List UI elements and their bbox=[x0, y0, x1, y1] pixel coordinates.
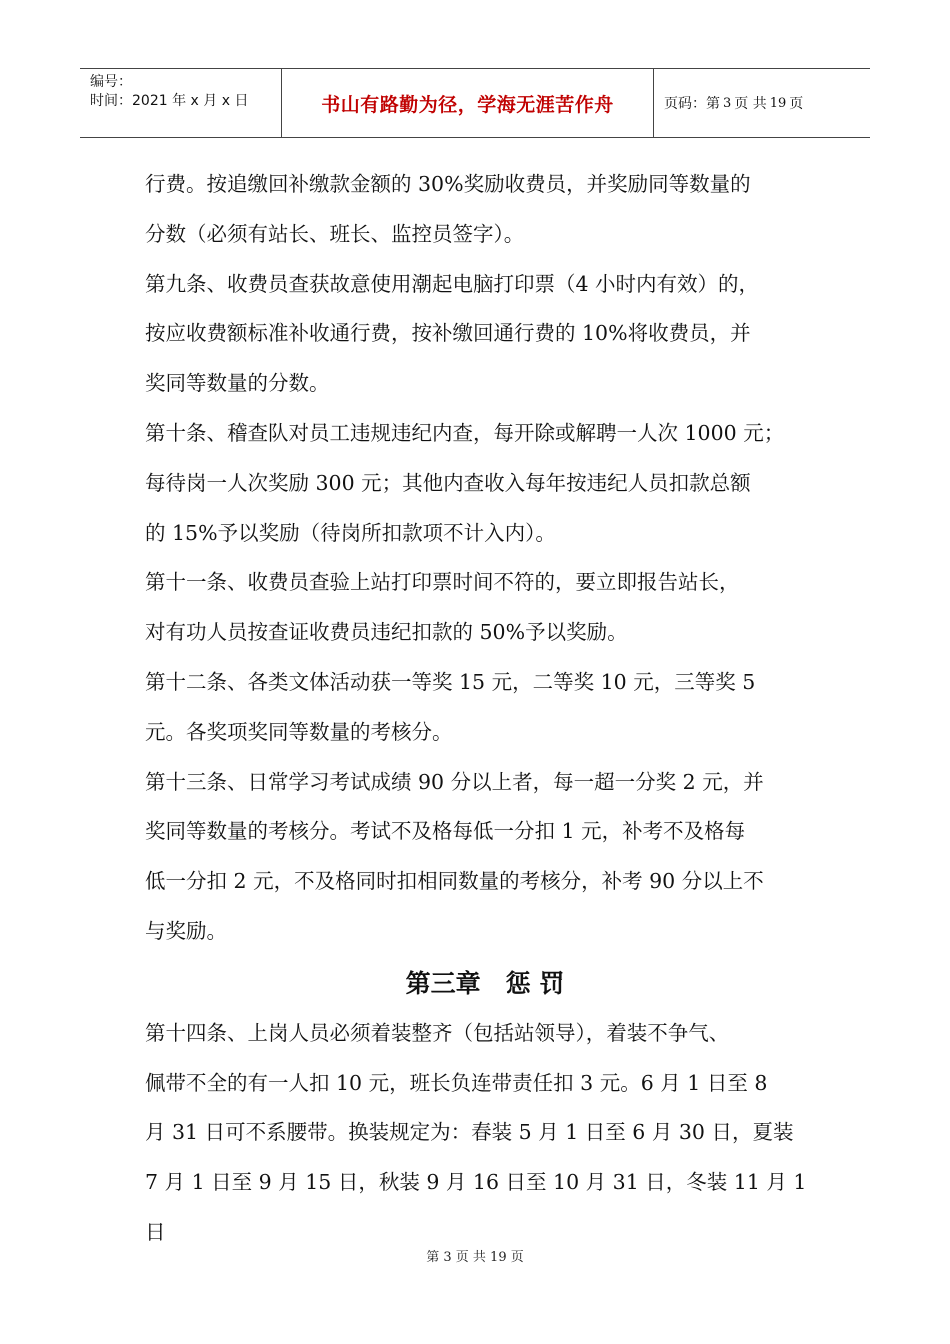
body-line: 按应收费额标准补收通行费，按补缴回通行费的 10%将收费员，并 bbox=[145, 321, 751, 346]
body-line: 奖同等数量的分数。 bbox=[145, 371, 330, 396]
body-line: 分数（必须有站长、班长、监控员签字）。 bbox=[145, 221, 525, 246]
page-prefix: 页码：第 bbox=[664, 96, 720, 112]
page-suffix: 页 bbox=[789, 96, 804, 112]
body-line: 的 15%予以奖励（待岗所扣款项不计入内）。 bbox=[145, 520, 556, 545]
document-header bbox=[80, 68, 870, 138]
serial-number-label: 编号： bbox=[90, 74, 132, 90]
body-line: 第九条、收费员查获故意使用潮起电脑打印票（4 小时内有效）的， bbox=[145, 271, 760, 296]
body-line: 7 月 1 日至 9 月 15 日，秋装 9 月 16 日至 10 月 31 日，冬装 11 月 1 日 bbox=[145, 1170, 807, 1244]
body-line: 第十条、稽查队对员工违规违纪内查，每开除或解聘一人次 1000 元； bbox=[145, 420, 785, 445]
page-footer: 第 3 页 共 19 页 bbox=[426, 1250, 524, 1265]
body-line: 第十四条、上岗人员必须着装整齐（包括站领导），着装不争气、 bbox=[145, 1020, 730, 1045]
body-line: 第十一条、收费员查验上站打印票时间不符的，要立即报告站长， bbox=[145, 570, 740, 595]
header-page-cell bbox=[654, 69, 870, 137]
motto-text: 书山有路勤为径，学海无涯苦作舟 bbox=[321, 93, 614, 116]
body-line: 月 31 日可不系腰带。换装规定为：春装 5 月 1 日至 6 月 30 日，夏装 bbox=[145, 1120, 794, 1145]
header-motto-cell bbox=[282, 69, 654, 137]
page-total: 19 bbox=[769, 95, 787, 111]
body-line: 与奖励。 bbox=[145, 918, 227, 943]
body-line: 低一分扣 2 元，不及格同时扣相同数量的考核分，补考 90 分以上不 bbox=[145, 869, 764, 894]
body-line: 元。各奖项奖同等数量的考核分。 bbox=[145, 719, 453, 744]
header-meta-cell bbox=[80, 69, 282, 137]
page-current: 3 bbox=[723, 95, 732, 111]
body-line: 第十二条、各类文体活动获一等奖 15 元，二等奖 10 元，三等奖 5 bbox=[145, 669, 756, 694]
page-mid: 页 共 bbox=[734, 96, 767, 112]
body-line: 每待岗一人次奖励 300 元；其他内查收入每年按违纪人员扣款总额 bbox=[145, 470, 751, 495]
date-label: 时间：2021 年 x 月 x 日 bbox=[90, 93, 249, 109]
body-line: 佩带不全的有一人扣 10 元，班长负连带责任扣 3 元。6 月 1 日至 8 bbox=[145, 1070, 768, 1095]
body-line: 行费。按追缴回补缴款金额的 30%奖励收费员，并奖励同等数量的 bbox=[145, 172, 751, 196]
body-line: 奖同等数量的考核分。考试不及格每低一分扣 1 元，补考不及格每 bbox=[145, 819, 746, 844]
body-line: 对有功人员按查证收费员违纪扣款的 50%予以奖励。 bbox=[145, 620, 628, 645]
chapter-title: 第三章 惩 罚 bbox=[405, 968, 565, 998]
document-body bbox=[145, 160, 825, 1258]
body-line: 第十三条、日常学习考试成绩 90 分以上者，每一超一分奖 2 元，并 bbox=[145, 769, 764, 794]
